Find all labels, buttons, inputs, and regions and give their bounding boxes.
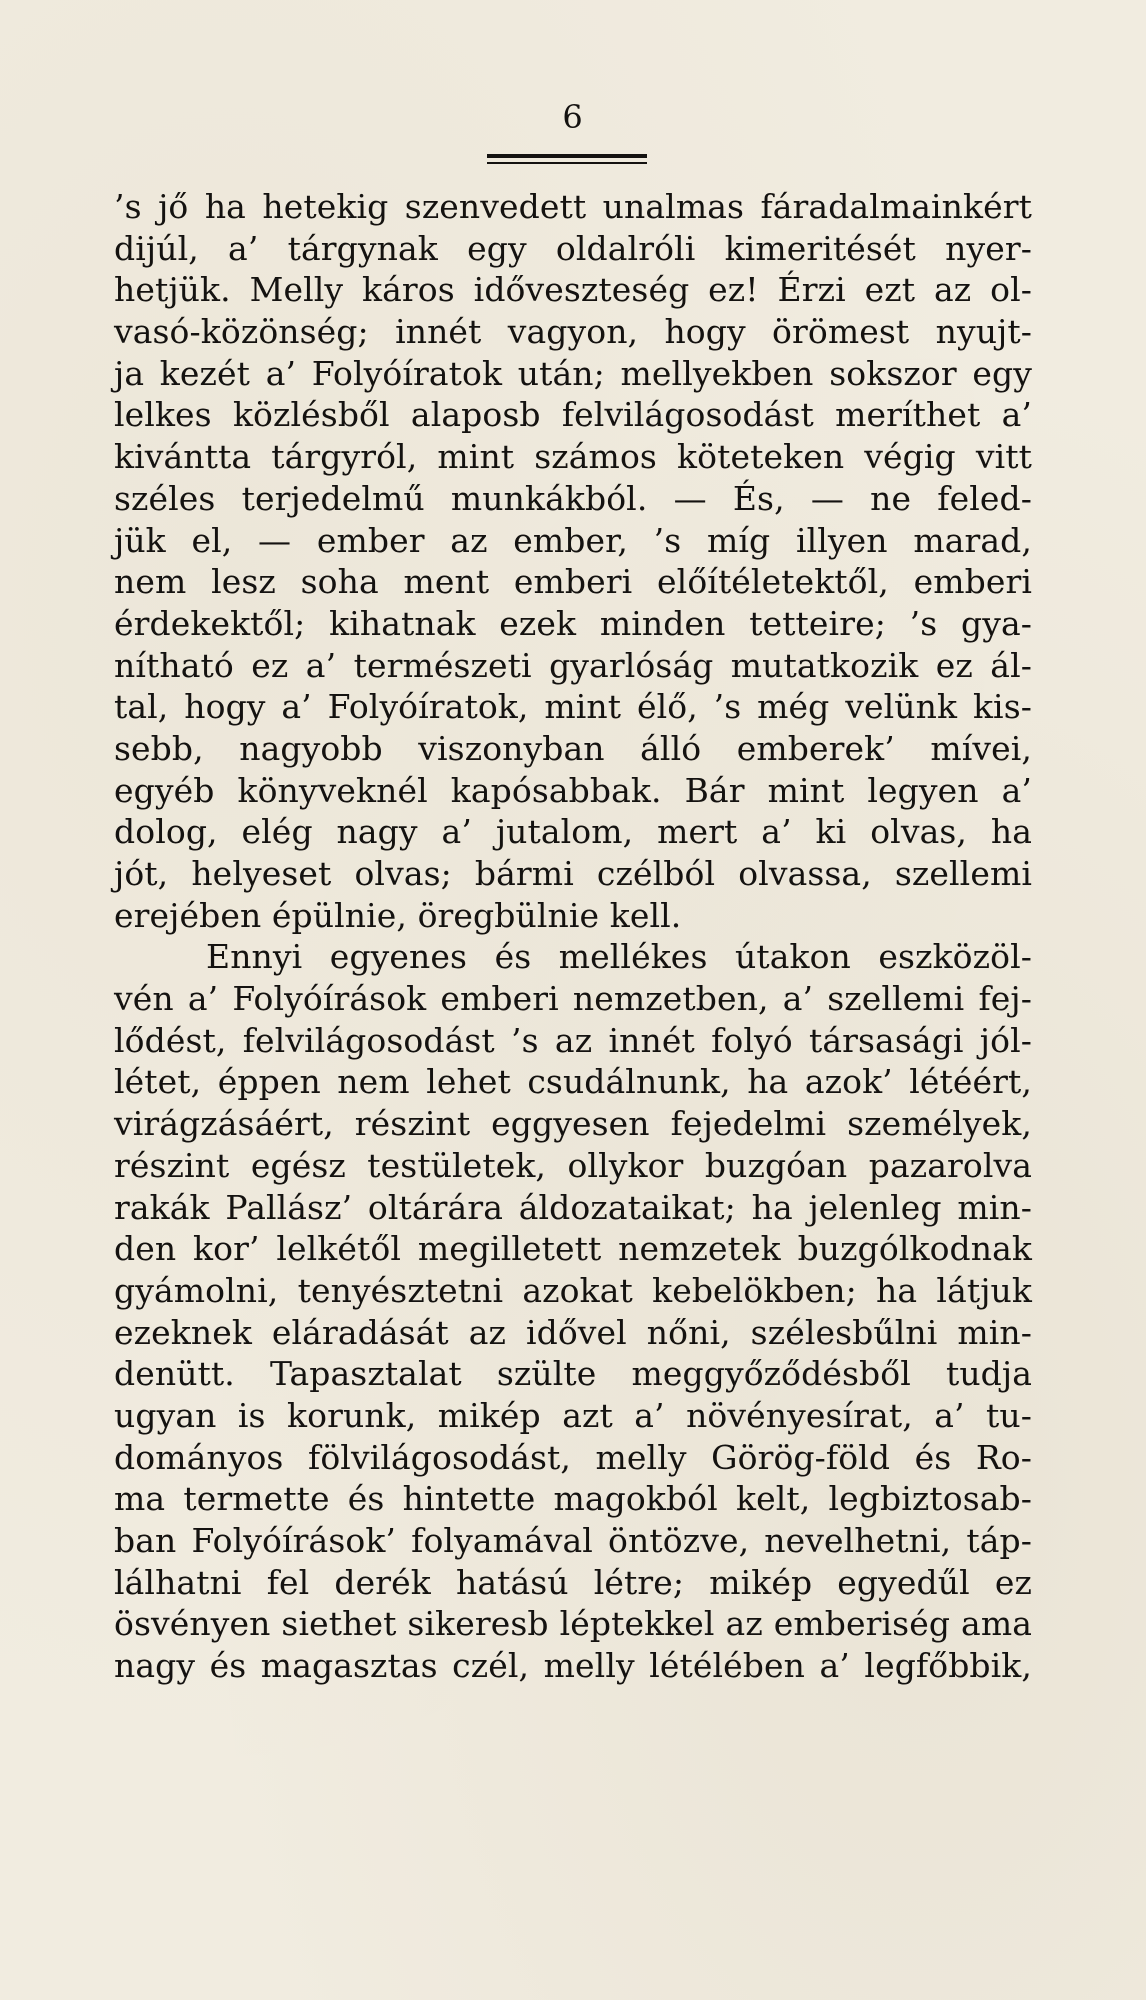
text-line: ja kezét a’ Folyóíratok után; mellyekben sokszor egy [114, 353, 1032, 393]
text-line: nagy és magasztas czél, melly létélében a’ legfőbbik, [114, 1646, 1032, 1686]
text-line: denütt. Tapasztalat szülte meggyőződésből tudja [114, 1354, 1032, 1394]
text-line: egyéb könyveknél kapósabbak. Bár mint legyen a’ [114, 770, 1032, 810]
text-line: nem lesz soha ment emberi előítéletektől, emberi [114, 562, 1032, 602]
body-text [114, 186, 1032, 1687]
text-line: lelkes közlésből alaposb felvilágosodást meríthet a’ [114, 395, 1032, 435]
text-line: Ennyi egyenes és mellékes útakon eszközöl- [206, 937, 1032, 977]
text-line: érdekektől; kihatnak ezek minden tetteire; ’s gya- [114, 603, 1032, 643]
text-line: gyámolni, tenyésztetni azokat kebelökben; ha látjuk [114, 1270, 1032, 1310]
text-line: jük el, — ember az ember, ’s míg illyen marad, [114, 520, 1032, 560]
text-line: vasó-közönség; innét vagyon, hogy örömest nyujt- [114, 312, 1032, 352]
text-line: lálhatni fel derék hatású létre; mikép egyedűl ez [114, 1562, 1032, 1602]
text-line: ezeknek eláradását az idővel nőni, szélesbűlni min- [114, 1312, 1032, 1352]
text-line: ösvényen siethet sikeresb léptekkel az emberiség ama [114, 1604, 1032, 1644]
header-rule-thick [487, 154, 647, 158]
text-line: ugyan is korunk, mikép azt a’ növényesírat, a’ tu- [114, 1395, 1032, 1435]
text-line: nítható ez a’ természeti gyarlóság mutatkozik ez ál- [114, 645, 1032, 685]
text-line: vén a’ Folyóírások emberi nemzetben, a’ szellemi fej- [114, 979, 1032, 1019]
text-line: virágzásáért, részint eggyesen fejedelmi személyek, [114, 1104, 1032, 1144]
text-line: tal, hogy a’ Folyóíratok, mint élő, ’s még velünk kis- [114, 687, 1032, 727]
text-line: hetjük. Melly káros időveszteség ez! Érzi ezt az ol- [114, 270, 1032, 310]
text-line: sebb, nagyobb viszonyban álló emberek’ mívei, [114, 728, 1032, 768]
header-rule-thin [487, 162, 647, 164]
text-line: erejében épülnie, öregbülnie kell. [114, 895, 682, 935]
text-line: dományos fölvilágosodást, melly Görög-föld és Ro- [114, 1437, 1032, 1477]
text-line: den kor’ lelkétől megilletett nemzetek buzgólkodnak [114, 1229, 1032, 1269]
text-line: dolog, elég nagy a’ jutalom, mert a’ ki olvas, ha [114, 812, 1032, 852]
paragraph-1 [114, 186, 1032, 936]
paragraph-2 [114, 936, 1032, 1686]
text-line: ban Folyóírások’ folyamával öntözve, nevelhetni, táp- [114, 1521, 1032, 1560]
text-line: kivántta tárgyról, mint számos köteteken végig vitt [114, 437, 1032, 477]
text-line: ’s jő ha hetekig szenvedett unalmas fáradalmainkért [114, 187, 1032, 226]
text-line: ma termette és hintette magokból kelt, legbiztosab- [114, 1479, 1032, 1519]
text-line: rakák Pallász’ oltárára áldozataikat; ha jelenleg min- [114, 1187, 1032, 1227]
text-line: jót, helyeset olvas; bármi czélból olvassa, szellemi [114, 854, 1032, 893]
page-number: 6 [562, 98, 584, 136]
text-line: lődést, felvilágosodást ’s az innét folyó társasági jól- [114, 1020, 1032, 1060]
text-line: dijúl, a’ tárgynak egy oldalróli kimeritését nyer- [114, 228, 1032, 268]
text-line: létet, éppen nem lehet csudálnunk, ha azok’ létéért, [114, 1062, 1032, 1102]
text-line: részint egész testületek, ollykor buzgóan pazarolva [114, 1145, 1032, 1185]
text-line: széles terjedelmű munkákból. — És, — ne feled- [114, 478, 1032, 518]
